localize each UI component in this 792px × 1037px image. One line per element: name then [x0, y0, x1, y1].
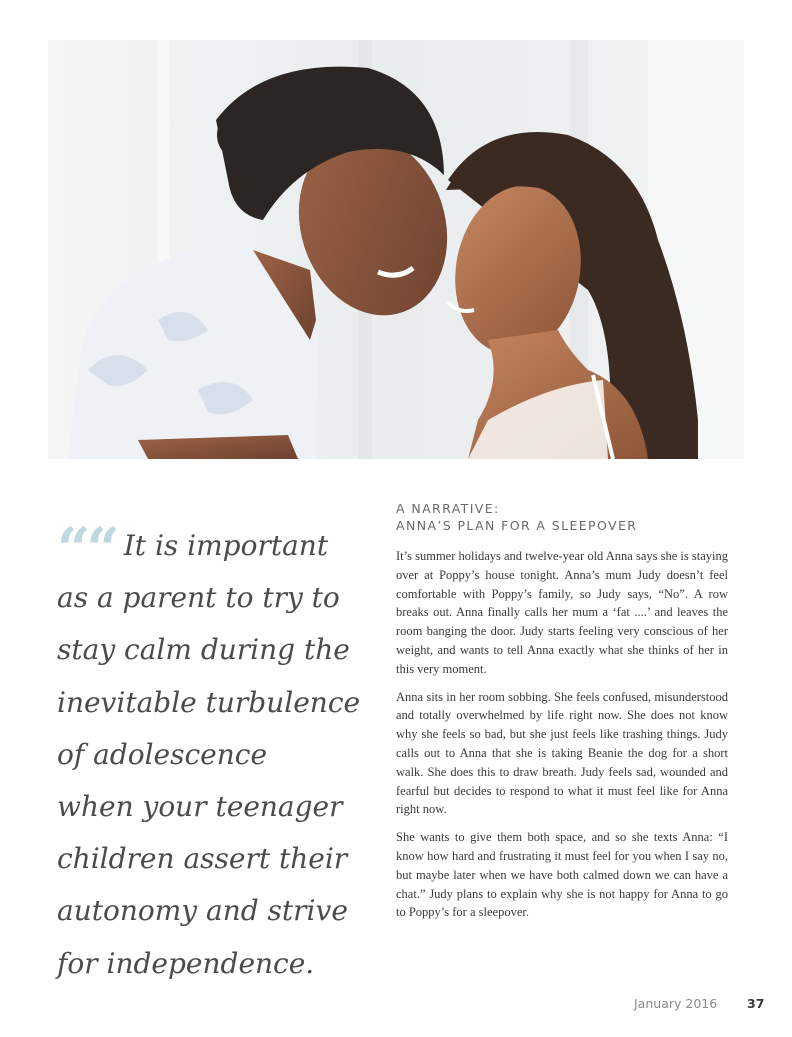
pull-quote-line: stay calm during the [57, 633, 350, 667]
article-kicker [396, 500, 728, 534]
pull-quote-line: autonomy and strive [57, 894, 348, 928]
kicker-line-2: ANNA’S PLAN FOR A SLEEPOVER [396, 518, 638, 533]
pull-quote-line: when your teenager [57, 790, 343, 824]
kicker-line-1: A NARRATIVE: [396, 501, 500, 516]
article-paragraph-3: She wants to give them both space, and so she texts Anna: “I know how hard and frustrating it must feel for you when I say no, but maybe later when we have both calmed down we can have a chat.” Judy plans to explain why she is not happy for Anna to go to Poppy’s for a sleepover. [396, 830, 728, 920]
page-number: 37 [747, 996, 765, 1011]
article-column [396, 500, 728, 931]
quote-mark-icon: ““ [57, 515, 116, 583]
issue-date: January 2016 [634, 996, 718, 1011]
page-footer [0, 996, 792, 1016]
hero-photo [48, 40, 744, 459]
article-paragraph-1: It’s summer holidays and twelve-year old Anna says she is staying over at Poppy’s house tonight. Anna’s mum Judy doesn’t feel comfortable with Poppy’s family, so Judy says, “No”. A row breaks out. Anna finally calls her mum a ‘fat ....’ and leaves the room banging the door. Judy starts feeling very conscious of her weight, and wants to tell Anna exactly what she thinks of her in this very moment. [396, 549, 728, 676]
article-paragraph-2: Anna sits in her room sobbing. She feels confused, misunderstood and totally overwhelmed by life right now. She does not know why she feels so bad, but she just feels like trashing things. Judy calls out to Anna that she is taking Beanie the dog for a short walk. She does this to draw breath. Judy feels sad, wounded and fearful but decides to respond to what it must feel like for Anna right now. [396, 689, 728, 817]
mother-daughter-photo [48, 40, 744, 459]
pull-quote [57, 515, 361, 990]
pull-quote-line: for independence. [57, 946, 315, 980]
pull-quote-line: as a parent to try to [57, 581, 340, 615]
article-body [396, 547, 728, 922]
pull-quote-line: of adolescence [57, 737, 268, 771]
pull-quote-line: inevitable turbulence [57, 685, 361, 719]
pull-quote-line: children assert their [57, 842, 348, 876]
pull-quote-line: ““ It is important [57, 515, 329, 583]
